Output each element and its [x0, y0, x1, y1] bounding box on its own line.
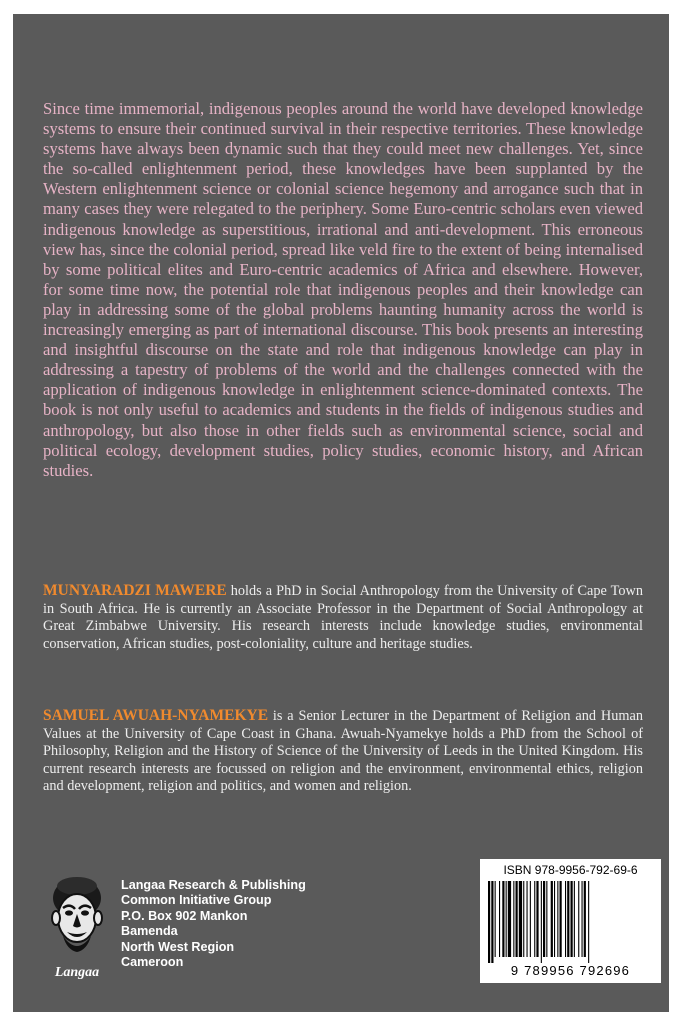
publisher-line: Bamenda: [121, 924, 178, 939]
barcode-digits: 9 789956 792696: [510, 963, 631, 978]
barcode-bar: [571, 881, 573, 957]
barcode-bar: [508, 881, 511, 957]
barcode-bar: [560, 881, 562, 957]
author-name-1: MUNYARADZI MAWERE: [43, 582, 227, 599]
barcode-bar: [578, 881, 579, 957]
publisher-line: P.O. Box 902 Mankon: [121, 908, 248, 923]
author-bio-text-2: is a Senior Lecturer in the Department of Religion and Human Values at the University of Cape Coast in Ghana. Awuah-Nyamekye holds a PhD from the School of Philosophy, Religion and the History of Science of the University of Leeds in the United Kingdom. His current research interests are focussed on religion and the environment, environmental ethics, religion and development, religion and politics, and women and religion.: [43, 708, 643, 795]
barcode-bar: [530, 881, 531, 957]
barcode-bar: [534, 881, 535, 957]
author-bio-2: [43, 707, 643, 796]
publisher-line: Common Initiative Group: [121, 893, 272, 908]
barcode-bar: [513, 881, 514, 957]
publisher-logo: [43, 872, 111, 982]
barcode-bar: [536, 881, 538, 957]
book-blurb: Since time immemorial, indigenous peoples around the world have developed knowledge systems to ensure their continued survival in their respective territories. These knowledge systems have always been dynamic such that they could meet new challenges. Yet, since the so-called enlightenment period, these knowledges have been supplanted by the Western enlightenment science or colonial science hegemony and arrogance such that in many cases they were relegated to the periphery. Some Euro-centric scholars even viewed indigenous knowledge as superstitious, irrational and anti-development. This erroneous view has, since the colonial period, spread like veld fire to the extent of being internalised by some political elites and Euro-centric academics of Africa and elsewhere. However, for some time now, the potential role that indigenous peoples and their knowledge can play in addressing some of the global problems haunting humanity across the world is increasingly emerging as part of international discourse. This book presents an interesting and insightful discourse on the state and role that indigenous knowledge can play in addressing a tapestry of problems of the world and the challenges connected with the application of indigenous knowledge in enlightenment science-dominated contexts. The book is not only useful to academics and students in the fields of indigenous studies and anthropology, but also those in other fields such as environmental science, social and political ecology, development studies, policy studies, economic history, and African studies.: [43, 99, 643, 480]
barcode-bar: [491, 881, 493, 963]
barcode-bar: [527, 881, 528, 957]
barcode-bar: [502, 881, 504, 957]
barcode-bar: [565, 881, 566, 957]
barcode-bar: [567, 881, 569, 957]
author-name-2: SAMUEL AWUAH-NYAMEKYE: [43, 707, 269, 724]
author-bio-1: [43, 582, 643, 653]
barcode-bar: [499, 881, 500, 957]
isbn-barcode: [480, 859, 661, 983]
barcode-bar: [488, 881, 490, 963]
barcode-bar: [557, 881, 558, 957]
barcode-bar: [584, 881, 586, 957]
barcode-bar: [495, 881, 496, 957]
barcode-bar: [554, 881, 555, 957]
barcode-bars: [486, 881, 655, 963]
barcode-bar: [588, 881, 589, 963]
isbn-number: ISBN 978-9956-792-69-6: [503, 863, 638, 877]
publisher-logo-text: Langaa: [54, 965, 100, 980]
barcode-bar: [541, 881, 542, 963]
back-cover: [13, 14, 669, 1012]
barcode-bar: [519, 881, 522, 957]
barcode-bar: [543, 881, 545, 957]
author-bio-text-1: holds a PhD in Social Anthropology from the University of Cape Town in South Africa. He is currently an Associate Professor in the Department of Social Anthropology at Great Zimbabwe University. His research interests include knowledge studies, environmental conservation, African studies, post-coloniality, culture and heritage studies.: [43, 583, 643, 652]
barcode-bar: [582, 881, 583, 957]
barcode-bar: [516, 881, 518, 957]
publisher-line: Cameroon: [121, 955, 184, 970]
barcode-bar: [551, 881, 553, 957]
barcode-bar: [574, 881, 575, 957]
barcode-bar: [546, 881, 547, 957]
publisher-block: [43, 872, 363, 992]
publisher-address: [121, 878, 306, 970]
publisher-line: North West Region: [121, 939, 235, 954]
barcode-bar: [523, 881, 524, 957]
barcode-bar: [506, 881, 507, 957]
publisher-line: Langaa Research & Publishing: [121, 878, 306, 892]
